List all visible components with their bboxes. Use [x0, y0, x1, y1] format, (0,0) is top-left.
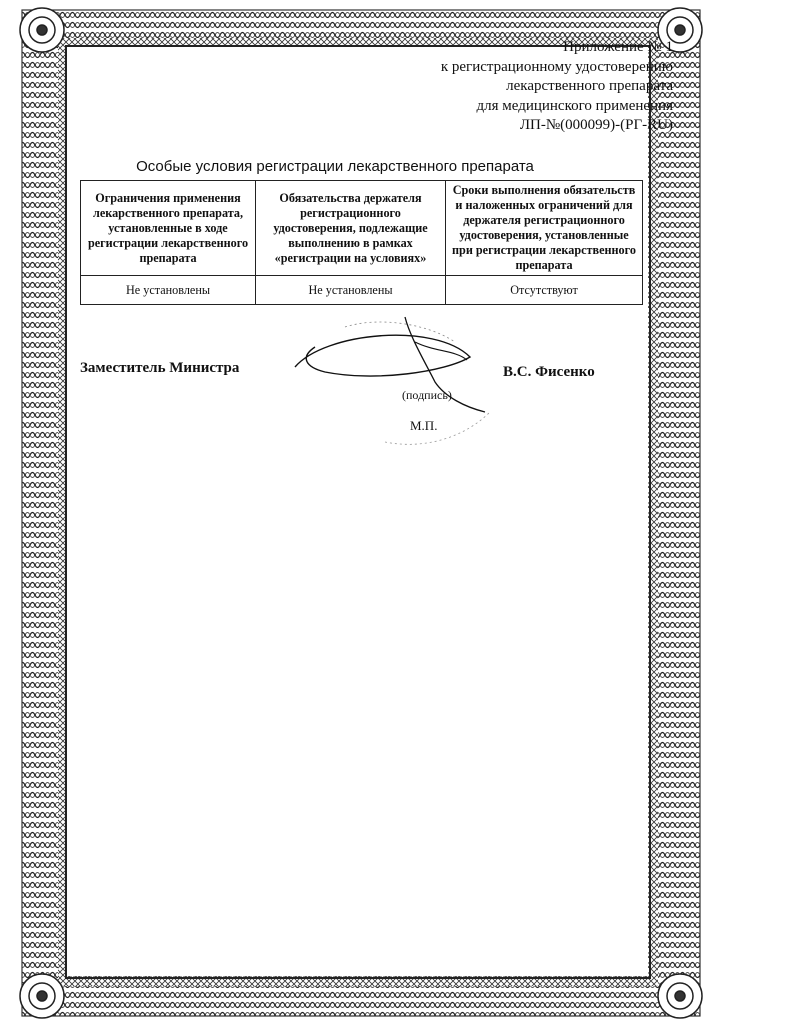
- header-line: для медицинского применения: [476, 97, 673, 114]
- column-header: Сроки выполнения обязательств и наложенных ограничений для держателя регистрационного удостоверения, установленные при регистрации лекарственного препарата: [446, 181, 643, 276]
- signature-caption: (подпись): [402, 388, 452, 402]
- document-title: Особые условия регистрации лекарственного препарата: [136, 158, 534, 175]
- conditions-table: [80, 180, 643, 305]
- table-cell: Не установлены: [81, 276, 256, 305]
- stamp-label: М.П.: [410, 418, 438, 433]
- header-line: Приложение № 1: [563, 39, 673, 55]
- annex-header: [441, 38, 673, 136]
- registration-number: ЛП-№(000099)-(РГ-RU): [519, 117, 673, 133]
- column-header: Ограничения применения лекарственного препарата, установленные в ходе регистрации лекарственного препарата: [81, 181, 256, 276]
- handwritten-signature: [285, 312, 505, 452]
- signer-position: Заместитель Министра: [80, 360, 240, 376]
- signer-name: В.С. Фисенко: [503, 364, 595, 380]
- column-header: Обязательства держателя регистрационного удостоверения, подлежащие выполнению в рамках «регистрации на условиях»: [256, 181, 446, 276]
- table-row: [81, 276, 643, 305]
- table-header-row: [81, 181, 643, 276]
- table-cell: Не установлены: [256, 276, 446, 305]
- header-line: к регистрационному удостоверению: [440, 58, 673, 75]
- table-cell: Отсутствуют: [446, 276, 643, 305]
- header-line: лекарственного препарата: [506, 78, 673, 94]
